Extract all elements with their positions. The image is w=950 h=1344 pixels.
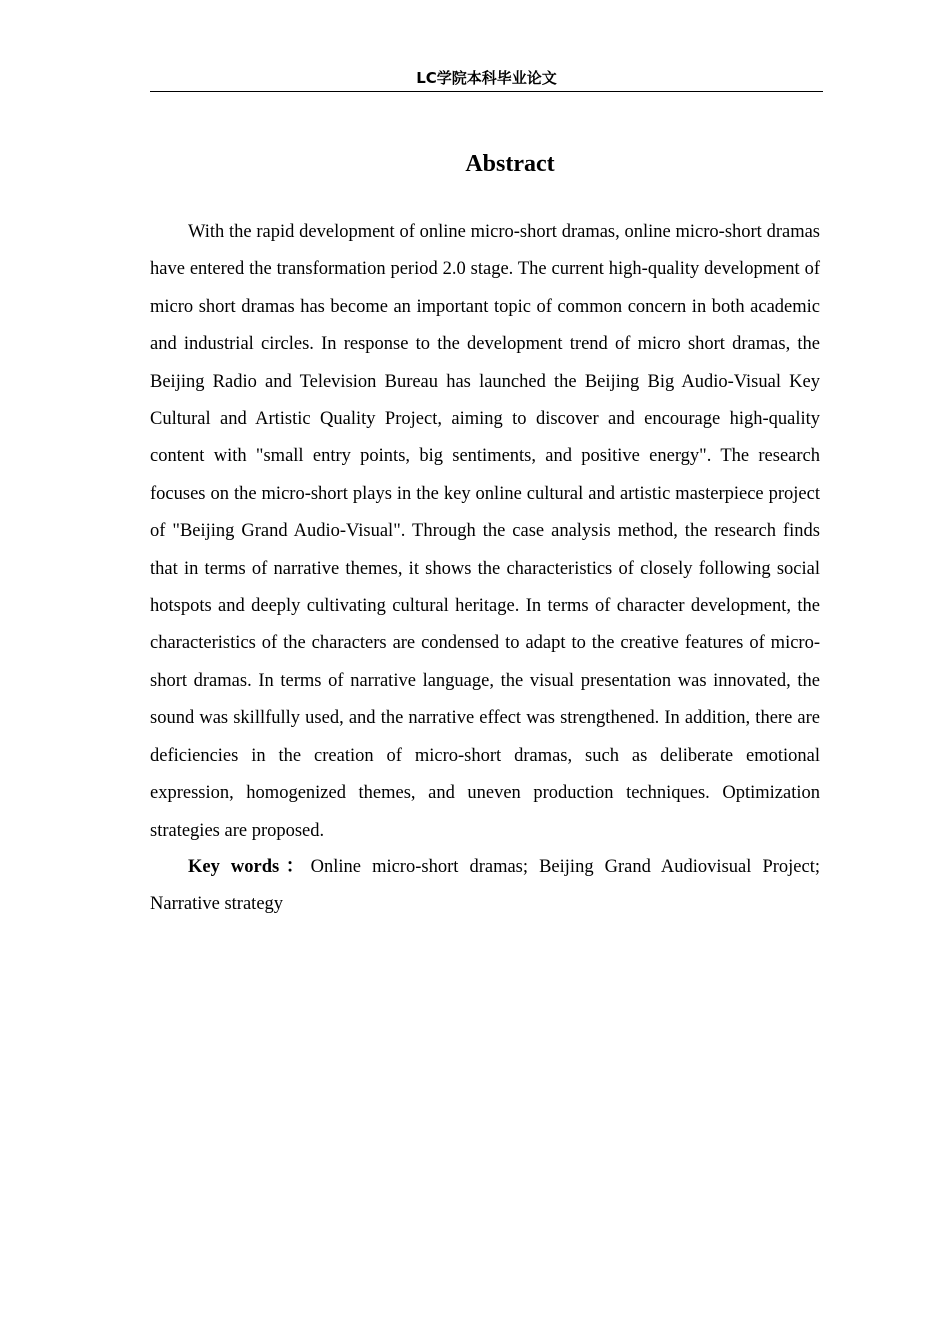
running-header: LC学院本科毕业论文 bbox=[416, 69, 557, 87]
abstract-title: Abstract bbox=[465, 151, 555, 177]
keywords-text: Online micro-short dramas; Beijing Grand Audiovisual Project; Narrative strategy bbox=[150, 857, 820, 915]
abstract-body: With the rapid development of online micro-short dramas, online micro-short dramas have entered the transformation period 2.0 stage. The current high-quality development of micro short dramas has become an important topic of common concern in both academic and industrial circles. In response to the development trend of micro short dramas, the Beijing Radio and Television Bureau has launched the Beijing Big Audio-Visual Key Cultural and Artistic Quality Project, aiming to discover and encourage high-quality content with "small entry points, big sentiments, and positive energy". The research focuses on the micro-short plays in the key online cultural and artistic masterpiece project of "Beijing Grand Audio-Visual". Through the case analysis method, the research finds that in terms of narrative themes, it shows the characteristics of closely following social hotspots and deeply cultivating cultural heritage. In terms of character development, the characteristics of the characters are condensed to adapt to the creative features of micro-short dramas. In terms of narrative language, the visual presentation was innovated, the sound was skillfully used, and the narrative effect was strengthened. In addition, there are deficiencies in the creation of micro-short dramas, such as deliberate emotional expression, homogenized themes, and uneven production techniques. Optimization strategies are proposed. bbox=[150, 222, 820, 841]
keywords-label: Key words： bbox=[188, 857, 311, 877]
header-rule bbox=[150, 91, 823, 92]
keywords-paragraph bbox=[150, 849, 820, 924]
